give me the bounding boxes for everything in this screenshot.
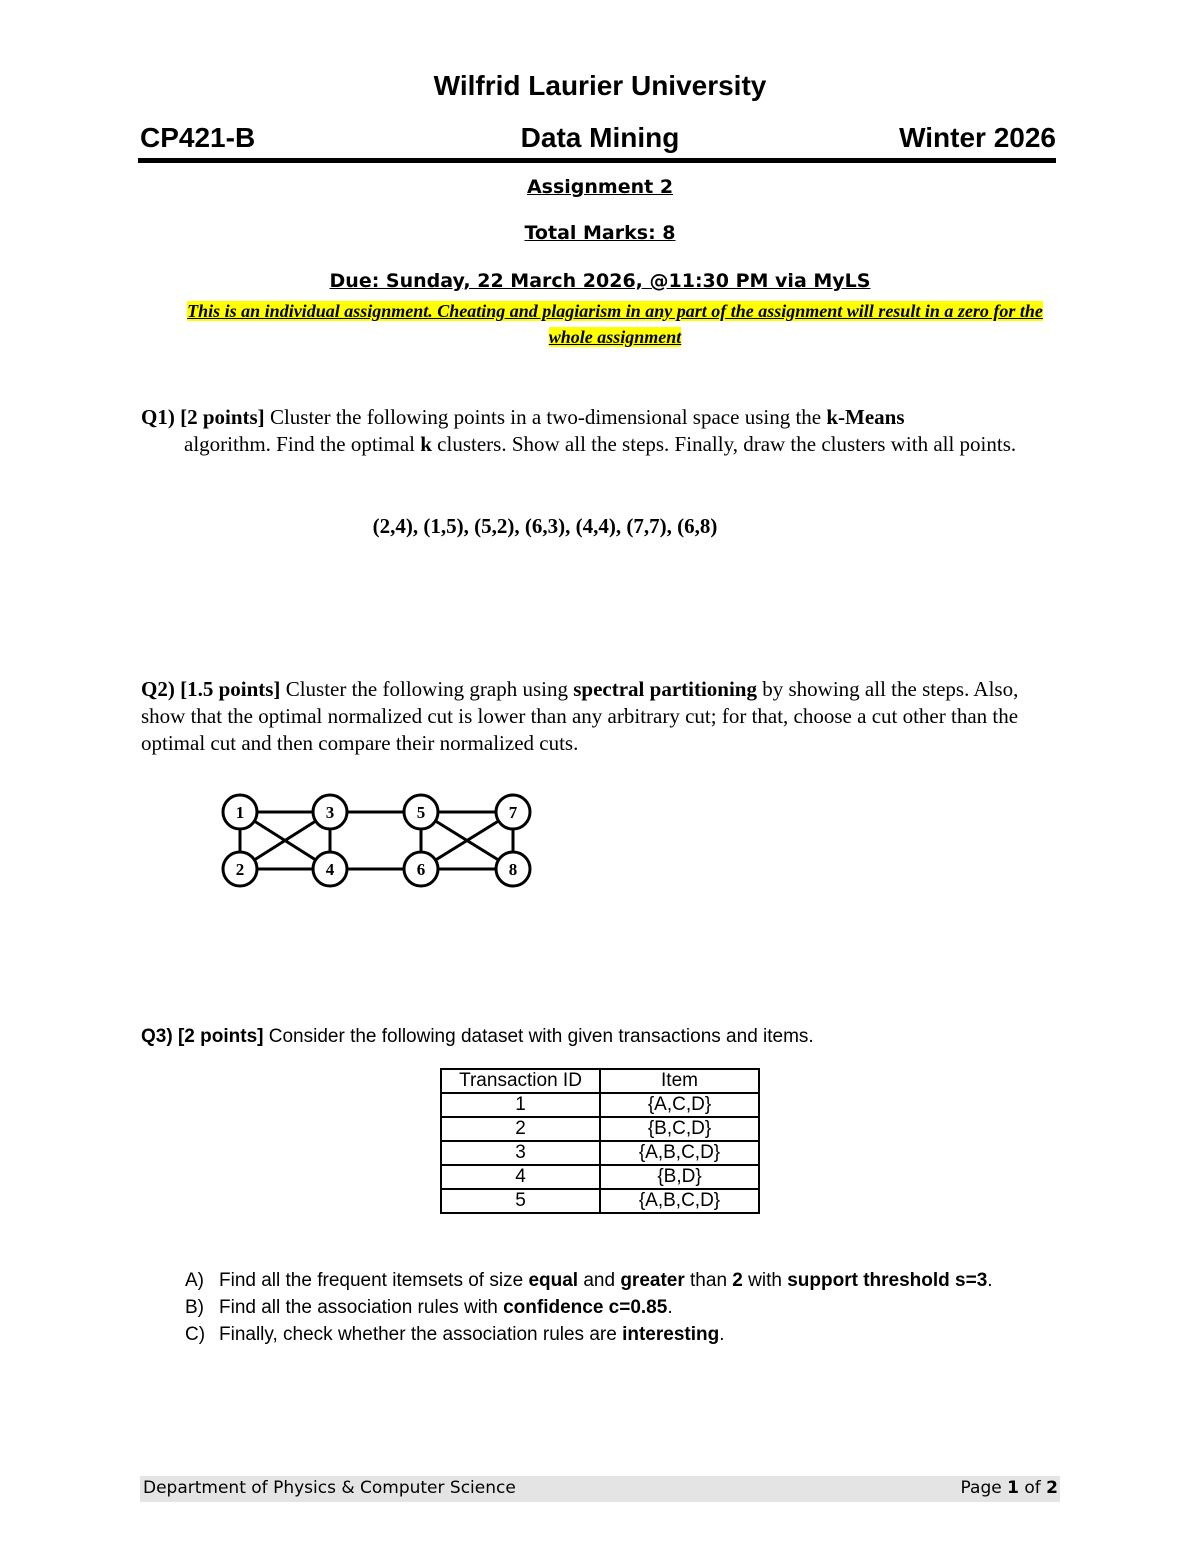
task-a-bold-2: greater [620,1270,685,1291]
table-row [441,1165,759,1189]
task-a-bold-1: equal [528,1270,579,1291]
task-a [185,1270,993,1292]
task-b-text: Find all the association rules with [219,1297,498,1318]
q1-continuation [141,431,1061,458]
graph-edges [240,812,513,869]
task-a-label: A) [185,1270,204,1291]
cell-items: {B,C,D} [600,1117,759,1141]
term: Winter 2026 [899,122,1056,153]
table-header-row [441,1069,759,1093]
graph-node-label-3: 3 [325,803,335,822]
assignment-title: Assignment 2 [526,176,674,198]
task-c-bold: interesting [622,1324,720,1345]
q1-algorithm: k-Means [826,405,905,429]
graph-node-label-5: 5 [416,803,426,822]
task-a-bold-3: 2 [732,1270,743,1291]
q1-k: k [420,432,432,456]
task-c-label: C) [185,1324,206,1345]
task-a-bold-4: support threshold s=3 [787,1270,988,1291]
task-b-period: . [667,1297,673,1318]
task-a-text: Find all the frequent itemsets of size [219,1270,524,1291]
graph-node-label-1: 1 [235,803,245,822]
task-c-text: Finally, check whether the association rules are [219,1324,617,1345]
footer-department: Department of Physics & Computer Science [143,1478,516,1498]
header-item: Item [600,1069,759,1093]
course-name: Data Mining [520,122,680,153]
graph-node-label-7: 7 [508,803,518,822]
footer-page-number [961,1478,1058,1498]
graph-node-label-8: 8 [508,860,518,879]
cell-items: {A,C,D} [600,1093,759,1117]
total-marks: Total Marks: 8 [524,222,676,244]
task-b [185,1297,673,1319]
q1-data-points: (2,4), (1,5), (5,2), (6,3), (4,4), (7,7), (6,8) [372,514,718,538]
cell-id: 1 [441,1093,600,1117]
header-rule [138,158,1056,163]
page-prefix: Page [960,1478,1002,1498]
task-c-period: . [719,1324,725,1345]
task-b-bold: confidence c=0.85 [503,1297,668,1318]
table-row [441,1141,759,1165]
table-row [441,1117,759,1141]
graph-node-label-2: 2 [235,860,245,879]
task-a-text-2: and [583,1270,616,1291]
warning-text: This is an individual assignment. Cheating and plagiarism in any part of the assignment will result in a zero for the whole assignment [187,301,1043,347]
q3-text: Consider the following dataset with given transactions and items. [268,1026,814,1047]
graph-node-label-4: 4 [325,860,335,879]
header-transaction-id: Transaction ID [441,1069,600,1093]
integrity-warning [170,298,1060,350]
cell-id: 2 [441,1117,600,1141]
university-title: Wilfrid Laurier University [433,70,767,101]
page-total: 2 [1046,1478,1058,1498]
cell-id: 4 [441,1165,600,1189]
transactions-table [440,1068,760,1214]
table-row [441,1189,759,1213]
q2-graph-diagram [200,780,545,895]
q1-label: Q1) [141,405,175,429]
task-a-period: . [987,1270,993,1291]
q1-text-1: Cluster the following points in a two-dimensional space using the [269,405,822,429]
q1-text-3: clusters. Show all the steps. Finally, draw the clusters with all points. [437,432,1017,456]
cell-id: 5 [441,1189,600,1213]
q2-label: Q2) [141,677,175,701]
q2-text-1: Cluster the following graph using [285,677,568,701]
task-a-text-4: with [748,1270,782,1291]
task-c [185,1324,724,1346]
page-current: 1 [1007,1478,1019,1498]
due-date: Due: Sunday, 22 March 2026, @11:30 PM via MyLS [329,270,871,292]
page-of: of [1024,1478,1041,1498]
cell-items: {A,B,C,D} [600,1141,759,1165]
task-b-label: B) [185,1297,204,1318]
graph-node-label-6: 6 [416,860,426,879]
cell-items: {B,D} [600,1165,759,1189]
question-1 [141,404,1061,458]
task-a-text-3: than [690,1270,728,1291]
q3-points: [2 points] [177,1026,264,1047]
cell-items: {A,B,C,D} [600,1189,759,1213]
question-2 [141,676,1061,757]
graph-nodes [223,795,530,886]
q2-text-2: by showing all the steps. Also, show that the optimal normalized cut is lower than any arbitrary cut; for that, choose a cut other than the optimal cut and then compare their normalized cuts. [141,677,1019,755]
question-3 [141,1026,814,1048]
q2-method: spectral partitioning [573,677,757,701]
course-code: CP421-B [140,122,256,153]
q1-points: [2 points] [180,405,265,429]
table-row [441,1093,759,1117]
q3-label: Q3) [141,1026,173,1047]
q2-points: [1.5 points] [180,677,281,701]
q1-text-2: algorithm. Find the optimal [184,432,415,456]
cell-id: 3 [441,1141,600,1165]
